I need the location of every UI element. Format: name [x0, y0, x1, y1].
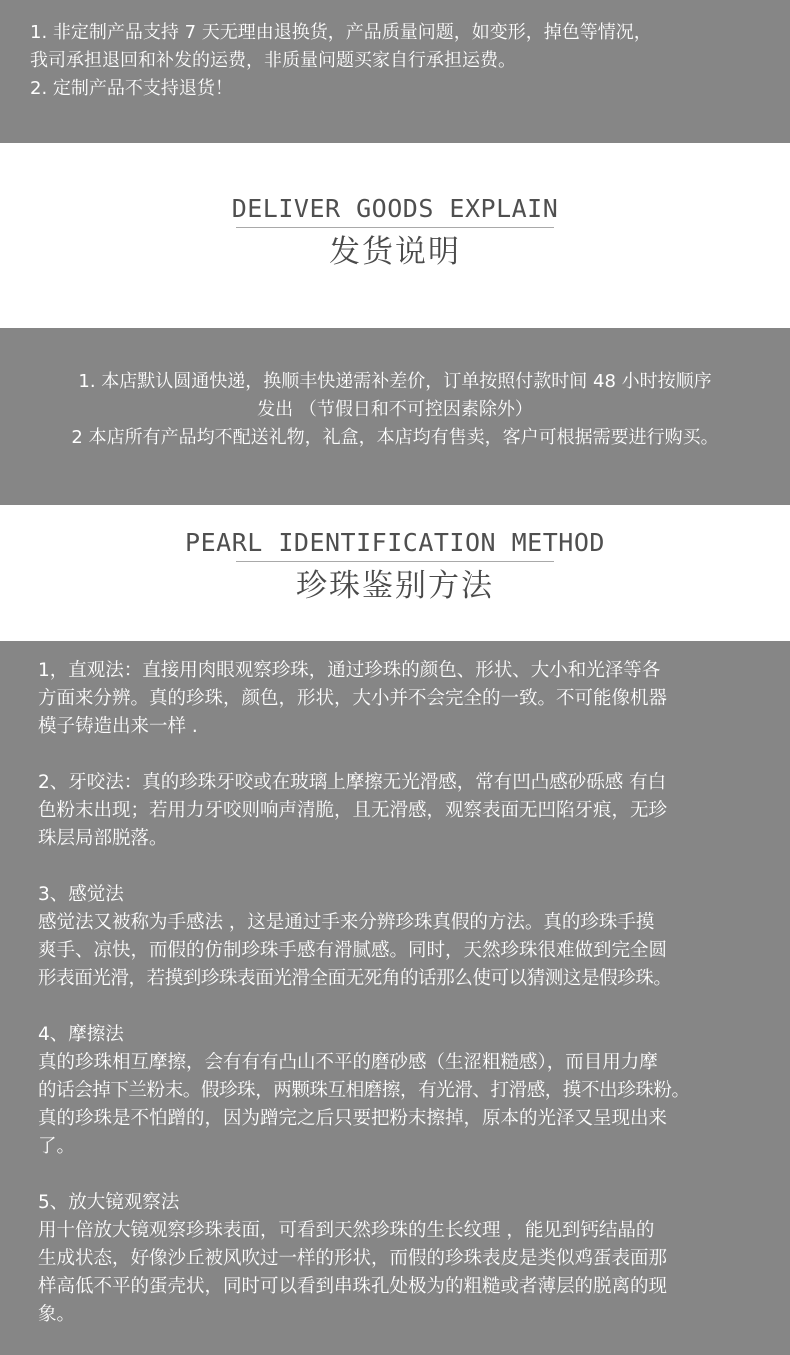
- return-policy-line-1: 1. 非定制产品支持 7 天无理由退换货，产品质量问题，如变形，掉色等情况，: [30, 22, 652, 43]
- method-line: 1，直观法：直接用肉眼观察珍珠，通过珍珠的颜色、形状、大小和光泽等各: [38, 660, 661, 681]
- method-title: 4、摩擦法: [38, 1024, 124, 1045]
- method-line: 模子铸造出来一样 .: [38, 716, 198, 737]
- pearl-header: [0, 505, 790, 641]
- deliver-en-title: DELIVER GOODS EXPLAIN: [231, 194, 559, 223]
- method-line: 色粉末出现；若用力牙咬则响声清脆，且无滑感，观察表面无凹陷牙痕，无珍: [38, 800, 668, 821]
- method-line: 了。: [38, 1136, 76, 1157]
- method-magnifier: [38, 1189, 770, 1329]
- deliver-cn-title: 发货说明: [329, 234, 461, 270]
- method-line: 的话会掉下兰粉末。假珍珠，两颗珠互相磨擦，有光滑、打滑感，摸不出珍珠粉。: [38, 1080, 690, 1101]
- deliver-line-2: 发出 （节假日和不可控因素除外）: [257, 399, 533, 420]
- return-policy-section: [0, 0, 790, 143]
- method-line: 真的珍珠是不怕蹭的，因为蹭完之后只要把粉末擦掉，原本的光泽又呈现出来: [38, 1108, 668, 1129]
- return-policy-line-3: 2. 定制产品不支持退货！: [30, 78, 233, 99]
- method-line: 珠层局部脱落。: [38, 828, 168, 849]
- method-line: 感觉法又被称为手感法 ，这是通过手来分辨珍珠真假的方法。真的珍珠手摸: [38, 912, 655, 933]
- method-visual: [38, 657, 770, 741]
- method-title: 3、感觉法: [38, 884, 124, 905]
- deliver-section: [0, 328, 790, 505]
- method-rub: [38, 1021, 770, 1161]
- deliver-line-1: 1. 本店默认圆通快递，换顺丰快递需补差价，订单按照付款时间 48 小时按顺序: [78, 371, 712, 392]
- method-title: 5、放大镜观察法: [38, 1192, 180, 1213]
- method-line: 爽手、凉快，而假的仿制珍珠手感有滑腻感。同时，天然珍珠很难做到完全圆: [38, 940, 668, 961]
- deliver-line-3: 2 本店所有产品均不配送礼物，礼盒，本店均有售卖，客户可根据需要进行购买。: [71, 427, 719, 448]
- method-line: 形表面光滑，若摸到珍珠表面光滑全面无死角的话那么使可以猜测这是假珍珠。: [38, 968, 672, 989]
- method-line: 2、牙咬法：真的珍珠牙咬或在玻璃上摩擦无光滑感，常有凹凸感砂砾感 有白: [38, 772, 667, 793]
- method-line: 样高低不平的蛋壳状，同时可以看到串珠孔处极为的粗糙或者薄层的脱离的现: [38, 1276, 668, 1297]
- pearl-en-title: PEARL IDENTIFICATION METHOD: [185, 528, 605, 557]
- method-line: 方面来分辨。真的珍珠，颜色，形状，大小并不会完全的一致。不可能像机器: [38, 688, 668, 709]
- pearl-title-divider: [236, 561, 554, 562]
- identification-section: [0, 641, 790, 1355]
- pearl-cn-title: 珍珠鉴别方法: [296, 568, 494, 604]
- deliver-header: [0, 143, 790, 328]
- return-policy-line-2: 我司承担退回和补发的运费，非质量问题买家自行承担运费。: [30, 50, 516, 71]
- method-touch: [38, 881, 770, 993]
- method-line: 真的珍珠相互摩擦，会有有有凸山不平的磨砂感（生涩粗糙感），而目用力摩: [38, 1052, 658, 1073]
- method-line: 用十倍放大镜观察珍珠表面，可看到天然珍珠的生长纹理 ，能见到钙结晶的: [38, 1220, 655, 1241]
- method-line: 象。: [38, 1304, 76, 1325]
- method-line: 生成状态，好像沙丘被风吹过一样的形状，而假的珍珠表皮是类似鸡蛋表面那: [38, 1248, 668, 1269]
- deliver-title-divider: [236, 227, 554, 228]
- method-bite: [38, 769, 770, 853]
